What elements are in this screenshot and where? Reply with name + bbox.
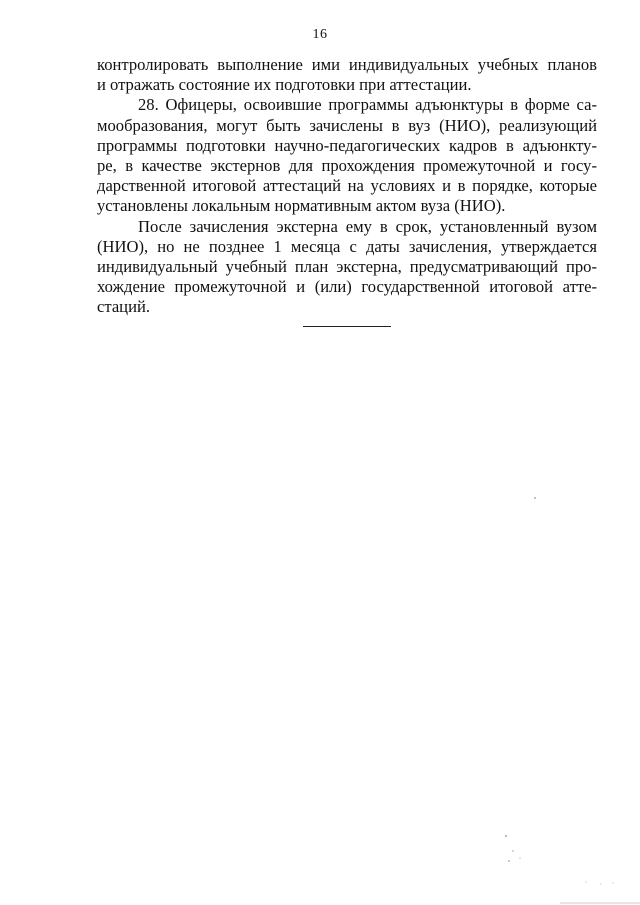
text-line: дарственной итоговой аттестаций на условиях и в порядке, которые	[97, 176, 597, 196]
document-body	[97, 55, 597, 318]
page-number: 16	[312, 27, 328, 42]
text-line: и отражать состояние их подготовки при аттестации.	[97, 75, 472, 95]
paragraph-line: После зачисления экстерна ему в срок, установленный вузом	[138, 216, 597, 236]
text-line: ре, в качестве экстернов для прохождения промежуточной и госу-	[97, 156, 597, 176]
text-line: индивидуальный учебный план экстерна, предусматривающий про-	[97, 257, 597, 277]
text-line: контролировать выполнение ими индивидуальных учебных планов	[97, 55, 597, 74]
text-line: установлены локальным нормативным актом вуза (НИО).	[97, 196, 506, 216]
text-line: хождение промежуточной и (или) государственной итоговой атте-	[97, 277, 597, 297]
text-line: программы подготовки научно-педагогических кадров в адъюнкту-	[97, 135, 597, 155]
paragraph-28-line: 28. Офицеры, освоившие программы адъюнктуры в форме са-	[138, 95, 597, 115]
text-line: мообразования, могут быть зачислены в вуз (НИО), реализующий	[97, 115, 597, 135]
text-line: (НИО), но не позднее 1 месяца с даты зачисления, утверждается	[97, 236, 597, 256]
text-line: стаций.	[97, 297, 150, 317]
end-divider-line	[303, 326, 391, 327]
